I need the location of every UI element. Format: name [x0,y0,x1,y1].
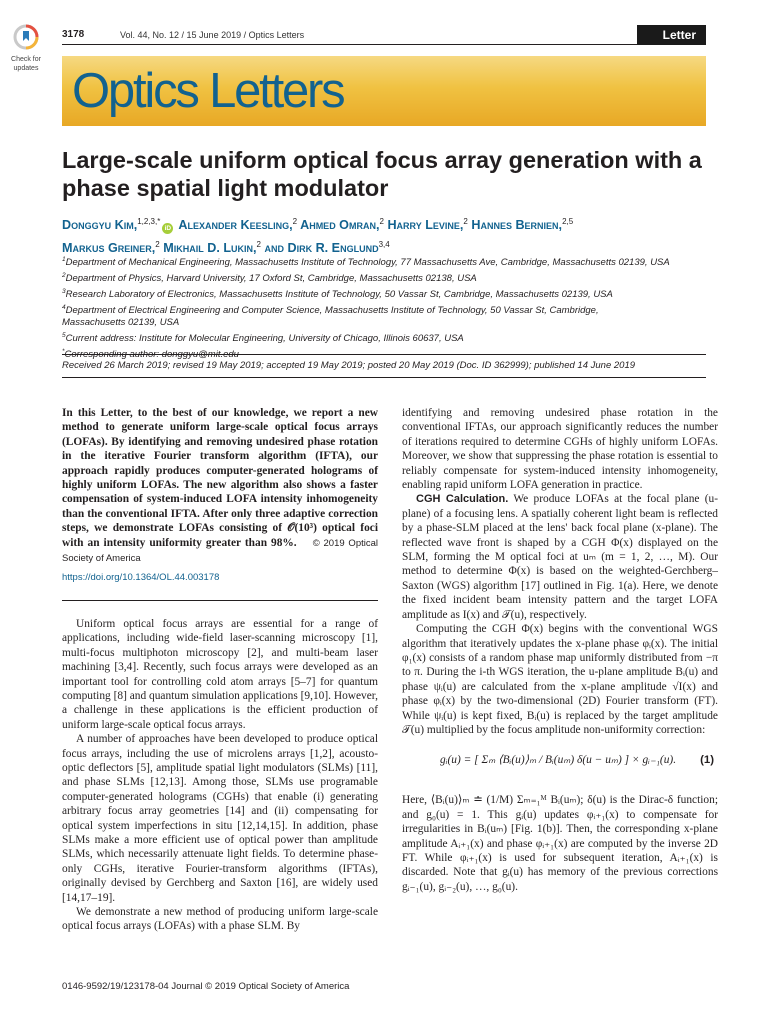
article-title: Large-scale uniform optical focus array generation with a phase spatial light modulator [62,147,702,201]
author-affil-sup: 2 [379,217,384,226]
publication-dates: Received 26 March 2019; revised 19 May 2019; accepted 19 May 2019; posted 20 May 2019 (Doc. ID 362999); published 14 June 2019 [62,354,706,378]
abstract-copyright: © 2019 Optical Society of America [62,537,379,565]
affiliation-sup: * [62,348,65,355]
author-list [62,212,722,258]
issue-info: Vol. 44, No. 12 / 15 June 2019 / Optics Letters [120,30,305,40]
author-conjunction: and [264,241,284,255]
author-name[interactable]: Mikhail D. Lukin, [163,241,257,255]
doi-link[interactable]: https://doi.org/10.1364/OL.44.003178 [62,572,220,584]
affiliation-continuation: Massachusetts 02139, USA [62,317,180,329]
body-paragraph: Computing the CGH Φ(x) begins with the conventional WGS algorithm that iteratively updates the x-plane phase φᵢ(x). The initial φ₁(x) consists of a random phase map uniformly distributed from −π to π. During the i-th WGS iteration, the u-plane amplitude Bᵢ(u) and phase ψᵢ(u) are calculated from the x-plane amplitude √I(x) and phase φᵢ(x) by the two-dimensional (2D) Fourier transform (FT). While ψᵢ(u) is kept fixed, Bᵢ(u) is replaced by the target amplitude 𝒯(u) multiplied by the focus amplitude non-uniformity correction: [402,623,718,736]
running-header [62,27,706,45]
body-paragraph-text: We produce LOFAs at the focal plane (u-plane) of a focusing lens. A spatially coherent light beam is reflected by a phase-SLM placed at the lens' back focal plane (x-plane). The reflected wave front is shaped by a CGH Φ(x) displayed on the SLM, forming the M optical foci at uₘ (m = 1, 2, …, M). Our method to determine Φ(x) is based on the weighted-Gerchberg–Saxton (WGS) algorithm [17] outlined in Fig. 1(a). Here, we denote the fixed incident beam intensity pattern and the target LOFA amplitude as I(x) and 𝒯(u), respectively. [402,493,718,621]
article-type-badge: Letter [637,25,706,45]
affiliation-sup: 5 [62,332,66,340]
abstract [62,406,378,566]
page-footer: 0146-9592/19/123178-04 Journal © 2019 Optical Society of America [62,981,350,992]
affiliation-sup: 3 [62,287,66,295]
corresponding-author-text[interactable]: Corresponding author: donggyu@mit.edu [64,349,239,361]
affiliation [62,286,722,302]
affiliation-text: Research Laboratory of Electronics, Massachusetts Institute of Technology, 50 Vassar St, Cambridge, Massachusetts 02139, USA [65,288,613,300]
section-heading: CGH Calculation. [416,493,509,506]
abstract-text: In this Letter, to the best of our knowledge, we report a new method to generate uniform large-scale optical focus arrays (LOFAs). By identifying and removing undesired phase rotation in the iterative Fourier transform algorithm (IFTA), our approach rapidly produces computer-generated holograms of highly uniform LOFAs. The new algorithm also shows a faster compensation of system-induced LOFA intensity inhomogeneity than the conventional IFTA. After only three adaptive correction steps, we demonstrate LOFAs consisting of 𝒪(10³) optical foci with an intensity uniformity greater than 98%. [62,407,378,549]
journal-banner [62,56,706,126]
author-name[interactable]: Dirk R. Englund [287,241,379,255]
crossmark-icon [13,24,39,50]
body-paragraph: Here, ⟨Bᵢ(u)⟩ₘ ≐ (1/M) Σₘ₌₁ᴹ Bᵢ(uₘ); δ(u) is the Dirac-δ function; and g₀(u) = 1. This gᵢ(u) updates φᵢ₊₁(x) to compensate for irregularities in Bᵢ(uₘ) [Fig. 1(b)]. Then, the corresponding x-plane amplitude Aᵢ₊₁(x) and phase φᵢ₊₁(x) are computed by the inverse 2D FT. While φᵢ₊₁(x) is used for subsequent iteration, Aᵢ₊₁(x) is discarded. Note that gᵢ(u) has memory of the previous corrections gᵢ₋₁(u), gᵢ₋₂(u), …, g₀(u). [402,794,718,893]
equation-content: gᵢ(u) = [ Σₘ ⟨Bᵢ(u)⟩ₘ / Bᵢ(uₘ) δ(u − uₘ) ] × gᵢ₋₁(u). [440,754,677,767]
check-for-updates-line2: updates [13,64,39,72]
author-affil-sup: 2 [463,217,468,226]
orcid-icon[interactable]: iD [162,223,173,234]
body-paragraph: A number of approaches have been developed to produce optical focus arrays, including the use of microlens arrays [1,2], acousto-optic deflectors [5], amplitude spatial light modulators (SLMs) [11], and phase SLMs [12,13]. Among those, SLMs use programable computer-generated holograms (CGHs) that enable (i) generating arbitrary focus array geometries [14] and (ii) compensating for optical system imperfections in situ [12,14,15]. In addition, phase SLMs make a more efficient use of optical power than amplitude SLMs, which necessarily attenuate light fields. To determine phase-only CGHs, iterative Fourier-transform algorithms (IFTAs), originally devised by Gerchberg and Saxton [16], are widely used [14,17–19]. [62,733,378,904]
author-affil-sup: 2 [256,240,261,249]
affiliation-sup: 4 [62,303,66,311]
check-for-updates-line1: Check for [11,56,41,63]
author-affil-sup: 2,5 [562,217,574,226]
author-name[interactable]: Alexander Keesling, [178,218,293,232]
affiliation-text: Current address: Institute for Molecular Engineering, University of Chicago, Illinois 60637, USA [65,333,464,345]
page-number: 3178 [62,29,85,40]
author-name[interactable]: Donggyu Kim, [62,218,138,232]
body-paragraph: We demonstrate a new method of producing uniform large-scale optical focus arrays (LOFAs) with a phase SLM. By [62,906,378,933]
right-column [402,406,718,894]
journal-title: Optics Letters [72,64,344,118]
affiliation-sup: 1 [62,256,66,263]
author-name[interactable]: Hannes Bernien, [471,218,563,232]
affiliation [62,302,722,318]
affiliation-text: Department of Electrical Engineering and Computer Science, Massachusetts Institute of Technology, 50 Vassar St, Cambridge, [65,304,599,316]
equation-number: (1) [700,754,714,767]
abstract-divider [62,600,378,601]
author-affil-sup: 3,4 [378,240,390,249]
check-for-updates-badge[interactable] [10,24,42,72]
author-affil-sup: 2 [155,240,160,249]
affiliation [62,330,722,346]
affiliation-text: Department of Physics, Harvard University, 17 Oxford St, Cambridge, Massachusetts 02138, USA [65,273,477,285]
body-paragraph [402,492,718,622]
body-paragraph: Uniform optical focus arrays are essential for a range of applications, including wide-field laser-scanning microscopy [1], multi-focus multiphoton microscopy [2], and multi-beam laser machining [3,4]. Recently, such focus arrays were developed as an important tool for controlling cold atom arrays [5–7] for quantum computing [8] and quantum simulation applications [9,10]. However, a challenge in these applications is the efficient production of uniform large-scale optical focus arrays. [62,617,378,731]
body-paragraph: identifying and removing undesired phase rotation in the conventional IFTAs, our approach significantly reduces the number of iterations required to determine CGHs of highly uniform LOFAs. Moreover, we show that suppressing the phase rotation is essential to reliably compensate for system-induced intensity inhomogeneity, enabling rapid uniform LOFA generation in practice. [402,407,718,492]
affiliation-sup: 2 [62,271,66,279]
author-name[interactable]: Ahmed Omran, [300,218,380,232]
author-affil-sup: 2 [292,217,298,226]
left-column [62,406,378,934]
equation-1 [402,745,718,785]
author-affil-sup: 1,2,3,* [137,217,161,226]
affiliation-text: Department of Mechanical Engineering, Massachusetts Institute of Technology, 77 Massachusetts Ave, Cambridge, Massachusetts 02139, USA [65,257,670,269]
author-name[interactable]: Harry Levine, [387,218,464,232]
author-name[interactable]: Markus Greiner, [62,241,156,255]
affiliation [62,270,722,286]
affiliations [62,254,722,362]
affiliation [62,254,722,270]
